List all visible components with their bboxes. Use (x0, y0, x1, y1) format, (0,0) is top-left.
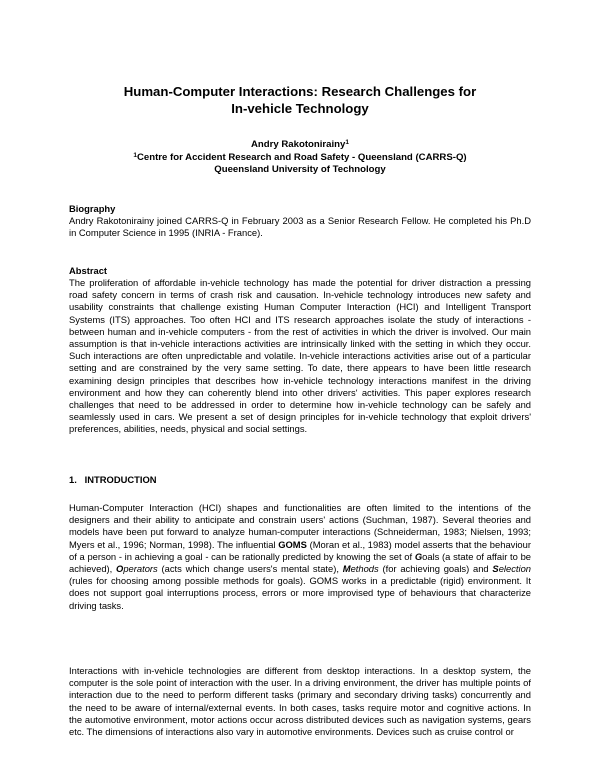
title-line-1: Human-Computer Interactions: Research Challenges for (123, 84, 477, 99)
affiliation-line-1 (60, 152, 540, 165)
introduction-paragraph-2 (69, 665, 531, 738)
section-title: INTRODUCTION (84, 474, 157, 485)
methods-term: ethods (350, 563, 379, 575)
intro-text-segment: (a state of affair to be achieved), (69, 550, 531, 575)
intro-text-segment: (rules for choosing among possible methods for goals). GOMS works in a predictable (rigid) environment. It does not support goal interruptions process, errors or more improvised type of behaviours that characterize driving tasks. (69, 575, 531, 611)
biography-text (69, 215, 531, 239)
selection-initial: S (492, 563, 499, 575)
biography-heading: Biography (69, 203, 116, 214)
intro-text-segment: (acts which change users's mental state), (157, 563, 343, 575)
abstract-text (69, 277, 531, 436)
author-block (60, 139, 540, 177)
intro-paragraph-1-text (69, 502, 531, 612)
intro-text-segment: Human-Computer Interaction (HCI) shapes and functionalities are often limited to the intentions of the designers and their ability to anticipate and constrain users' actions (Suchman, 1987). Several theories and models have been put forward to analyze human-computer interactions (Schneiderman, 1983; Nielsen, 1993; Myers et al., 1996; Norman, 1998). The influential (69, 502, 531, 550)
affiliation-name: Centre for Accident Research and Road Safety - Queensland (CARRS-Q) (136, 151, 467, 163)
title-line-2: In-vehicle Technology (231, 101, 369, 116)
section-heading-introduction (69, 474, 157, 486)
section-number: 1. (69, 474, 77, 485)
intro-paragraph-2-text: Interactions with in-vehicle technologies are different from desktop interactions. In a desktop system, the computer is the sole point of interaction with the user. In a driving environment, the driver has multiple points of interaction due to the need to perform different tasks (primary and secondary driving tasks) concurrently and the need to be aware of internal/external events. In both cases, tasks require motor and cognitive actions. In the automotive environment, motor actions occur across distributed devices such as navigation systems, gears etc. The dimensions of interactions also vary in automotive environments. Devices such as cruise control or (69, 665, 531, 738)
intro-text-segment: (Moran et al., 1983) model asserts that the behaviour of a person - in achieving a goal - can be rationally predicted by knowing the set of (69, 538, 531, 562)
goals-term: oals (422, 550, 440, 562)
affiliation-line-2: Queensland University of Technology (214, 164, 386, 176)
intro-text-segment: (for achieving goals) and (378, 563, 493, 575)
goals-initial: G (414, 550, 423, 562)
author-superscript: 1 (345, 139, 349, 146)
operators-initial: O (116, 563, 124, 575)
biography-paragraph: Andry Rakotonirainy joined CARRS-Q in February 2003 as a Senior Research Fellow. He completed his Ph.D in Computer Science in 1995 (INRIA - France). (69, 215, 531, 239)
abstract-heading: Abstract (69, 265, 108, 276)
paper-title (60, 83, 540, 117)
methods-initial: M (342, 563, 351, 575)
abstract-paragraph: The proliferation of affordable in-vehicle technology has made the potential for driver distraction a pressing road safety concern in terms of crash risk and causation. In-vehicle technology introduces new safety and usability constraints that challenge existing Human Computer Interaction (HCI) and Intelligent Transport Systems (ITS) approaches. Too often HCI and ITS research approaches isolate the study of interactions - between human and in-vehicle computers - from the rest of activities in which the driver is involved. Our main assumption is that in-vehicle interactions activities are intrinsically linked with the setting in which they occur. Such interactions are often unpredictable and volatile. In-vehicle interactions activities arise out of a particular setting and are constrained by the very same setting. To date, there appears to have been little research examining design principles that describes how in-vehicle technology interactions manifest in the driving environment and how they can coherently blend into other drivers' activities. This paper explores research challenges that need to be addressed in order to determine how in-vehicle technology can be safely and seamlessly used in cars. We present a set of design principles for in-vehicle technology that exploit drivers' preferences, abilities, needs, physical and social settings. (69, 277, 531, 435)
selection-term: election (498, 563, 532, 575)
author-name-line (60, 139, 540, 152)
author-name: Andry Rakotonirainy (251, 139, 346, 150)
affiliation-superscript: 1 (133, 151, 137, 159)
operators-term: perators (123, 563, 158, 575)
introduction-paragraph-1 (69, 502, 531, 612)
goms-term: GOMS (278, 538, 307, 550)
